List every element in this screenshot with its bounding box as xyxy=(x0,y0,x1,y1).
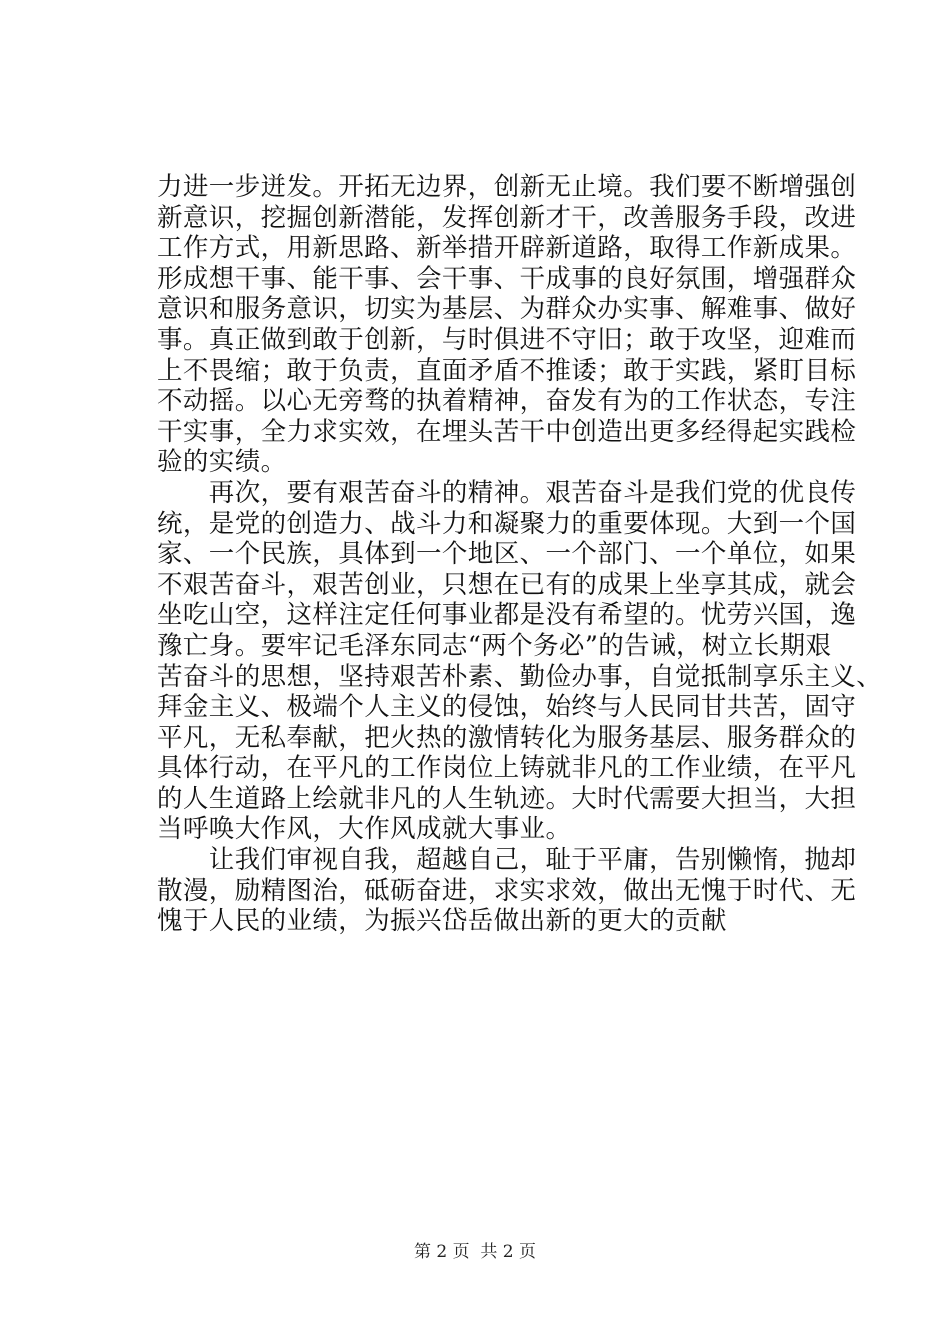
page-number-footer: 第 2 页 共 2 页 xyxy=(413,1242,537,1262)
text-line: 让我们审视自我，超越自己，耻于平庸，告别懒惰，抛却 xyxy=(157,845,857,876)
text-line: 具体行动，在平凡的工作岗位上铸就非凡的工作业绩，在平凡 xyxy=(157,753,857,784)
body-text xyxy=(157,172,883,937)
text-line: 不动摇。以心无旁骛的执着精神，奋发有为的工作状态，专注 xyxy=(157,386,857,417)
text-line: 家、一个民族，具体到一个地区、一个部门、一个单位，如果 xyxy=(157,539,857,570)
text-line: 拜金主义、极端个人主义的侵蚀，始终与人民同甘共苦，固守 xyxy=(157,692,857,723)
text-line: 愧于人民的业绩，为振兴岱岳做出新的更大的贡献 xyxy=(157,906,727,937)
text-line: 上不畏缩；敢于负责，直面矛盾不推诿；敢于实践，紧盯目标 xyxy=(157,355,857,386)
text-line: 不艰苦奋斗，艰苦创业，只想在已有的成果上坐享其成，就会 xyxy=(157,569,857,600)
text-line: 意识和服务意识，切实为基层、为群众办实事、解难事、做好 xyxy=(157,294,857,325)
text-line: 验的实绩。 xyxy=(157,447,287,478)
text-line: 事。真正做到敢于创新，与时俱进不守旧；敢于攻坚，迎难而 xyxy=(157,324,857,355)
text-line: 新意识，挖掘创新潜能，发挥创新才干，改善服务手段，改进 xyxy=(157,202,857,233)
text-line: 的人生道路上绘就非凡的人生轨迹。大时代需要大担当，大担 xyxy=(157,783,857,814)
text-line: 再次，要有艰苦奋斗的精神。艰苦奋斗是我们党的优良传 xyxy=(157,477,857,508)
text-line: 平凡，无私奉献，把火热的激情转化为服务基层、服务群众的 xyxy=(157,722,857,753)
text-line: 统，是党的创造力、战斗力和凝聚力的重要体现。大到一个国 xyxy=(157,508,857,539)
text-line: 豫亡身。要牢记毛泽东同志“两个务必”的告诫，树立长期艰 xyxy=(157,630,832,661)
text-line: 当呼唤大作风，大作风成就大事业。 xyxy=(157,814,572,845)
text-line: 散漫，励精图治，砥砺奋进，求实求效，做出无愧于时代、无 xyxy=(157,875,857,906)
text-line: 坐吃山空，这样注定任何事业都是没有希望的。忧劳兴国，逸 xyxy=(157,600,857,631)
text-line: 干实事，全力求实效，在埋头苦干中创造出更多经得起实践检 xyxy=(157,416,857,447)
text-line: 力进一步迸发。开拓无边界，创新无止境。我们要不断增强创 xyxy=(157,172,857,202)
text-line: 形成想干事、能干事、会干事、干成事的良好氛围，增强群众 xyxy=(157,263,857,294)
text-line: 工作方式，用新思路、新举措开辟新道路，取得工作新成果。 xyxy=(157,233,857,264)
text-line: 苦奋斗的思想，坚持艰苦朴素、勤俭办事，自觉抵制享乐主义、 xyxy=(157,661,883,692)
